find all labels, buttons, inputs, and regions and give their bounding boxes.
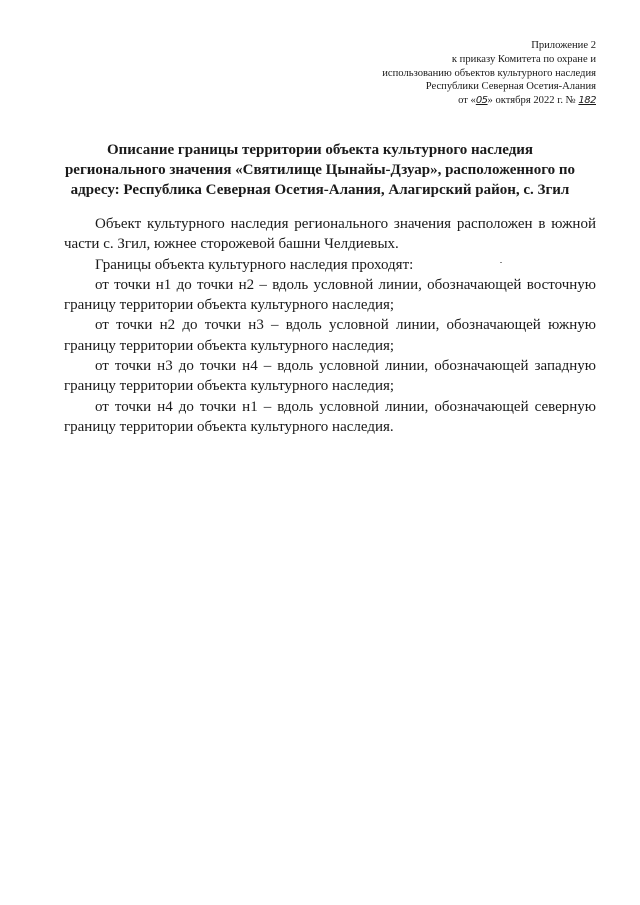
paragraph-boundary-north: от точки н4 до точки н1 – вдоль условной линии, обозначающей северную границу территории объекта культурного наследия. <box>64 398 596 435</box>
handwritten-order-number: 182 <box>578 95 596 107</box>
paragraph-boundary-east: от точки н1 до точки н2 – вдоль условной линии, обозначающей восточную границу территории объекта культурного наследия; <box>64 276 596 314</box>
paragraph-location: Объект культурного наследия регионального значения расположен в южной части с. Згил, южнее сторожевой башни Челдиевых. <box>64 216 596 253</box>
order-reference: к приказу Комитета по охране и <box>451 53 596 65</box>
title-line-2: регионального значения «Святилище Цынайы-Дзуар», расположенного по <box>64 162 576 178</box>
date-prefix: от « <box>458 95 476 107</box>
document-body <box>64 214 596 437</box>
title-line-3: адресу: Республика Северная Осетия-Алания, Алагирский район, с. Згил <box>70 182 570 198</box>
republic-name: Республики Северная Осетия-Алания <box>425 81 596 93</box>
scan-speck <box>500 262 502 263</box>
appendix-header <box>306 39 596 108</box>
date-middle: » октября 2022 г. № <box>487 95 579 107</box>
paragraph-boundary-south: от точки н2 до точки н3 – вдоль условной линии, обозначающей южную границу территории объекта культурного наследия; <box>64 317 596 354</box>
committee-name: использованию объектов культурного наследия <box>382 67 596 79</box>
document-title <box>60 140 580 200</box>
appendix-label: Приложение 2 <box>531 40 596 51</box>
title-line-1: Описание границы территории объекта культурного наследия <box>106 142 534 158</box>
paragraph-boundary-west: от точки н3 до точки н4 – вдоль условной линии, обозначающей западную границу территории объекта культурного наследия; <box>64 358 596 395</box>
paragraph-boundaries-intro: Границы объекта культурного наследия проходят: <box>95 256 414 273</box>
order-date-line <box>306 94 596 108</box>
handwritten-day: 05 <box>475 95 488 107</box>
